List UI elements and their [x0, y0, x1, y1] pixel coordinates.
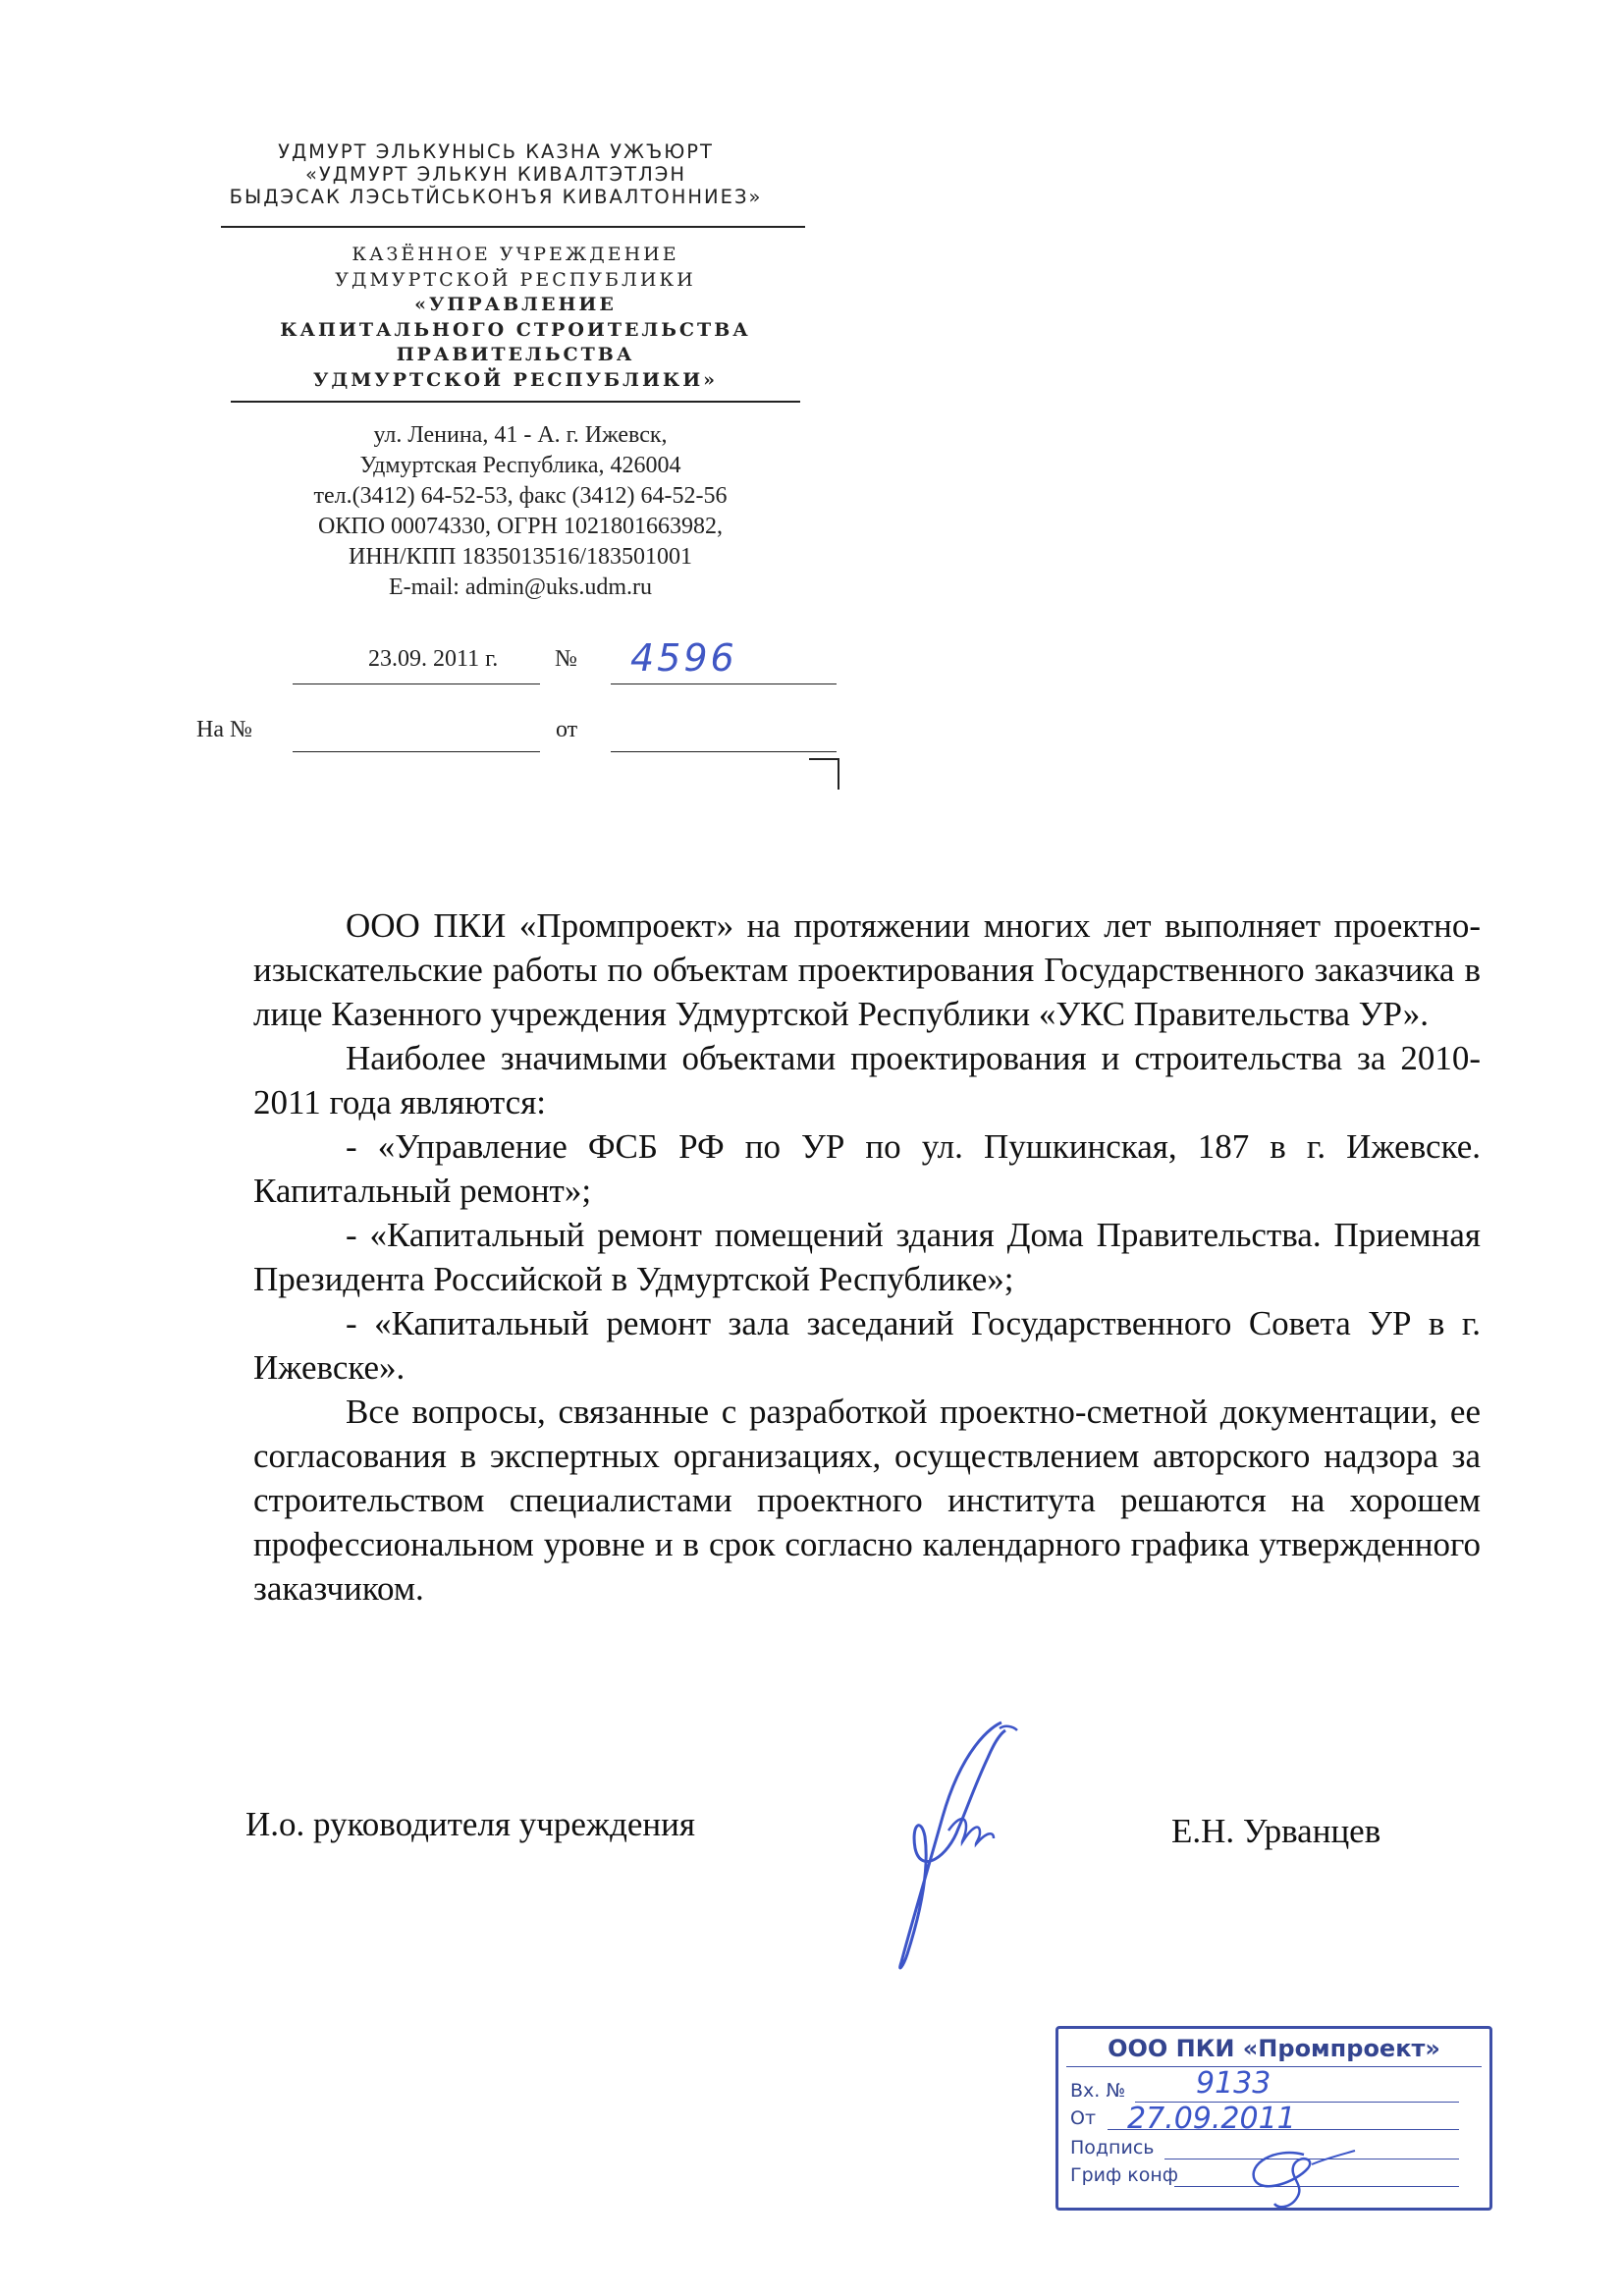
letterhead-russian: [231, 243, 800, 393]
handwritten-signature: [864, 1709, 1051, 1984]
letterhead-udmurt-line: «УДМУРТ ЭЛЬКУН КИВАЛТЭТЛЭН: [304, 163, 687, 186]
letterhead-russian-line: КАПИТАЛЬНОГО СТРОИТЕЛЬСТВА: [280, 318, 751, 341]
stamp-signature-mark: [1235, 2125, 1363, 2214]
stamp-classification-label: Гриф конф: [1070, 2164, 1179, 2186]
letterhead-udmurt: [177, 140, 815, 208]
body-paragraph: ООО ПКИ «Промпроект» на протяжении многих лет выполняет проектно-изыскательские работы по объектам проектирования Государственного заказчика в лице Казенного учреждения Удмуртской Республики «УКС Правительства УР».: [253, 906, 1481, 1033]
reply-number-label: На №: [196, 717, 252, 742]
stamp-in-no-label: Вх. №: [1070, 2080, 1126, 2102]
address-line: Удмуртская Республика, 426004: [359, 453, 681, 478]
letterhead-russian-line: КАЗЁННОЕ УЧРЕЖДЕНИЕ: [352, 244, 679, 265]
stamp-in-no-value: 9133: [1196, 2066, 1271, 2101]
address-line: ул. Ленина, 41 - А. г. Ижевск,: [373, 422, 668, 448]
letterhead-russian-line: УДМУРТСКОЙ РЕСПУБЛИКИ»: [312, 368, 719, 391]
letter-date: 23.09. 2011 г.: [368, 646, 499, 672]
body-list-item: - «Капитальный ремонт зала заседаний Государственного Совета УР в г. Ижевске».: [253, 1304, 1481, 1387]
signatory-name: Е.Н. Урванцев: [1171, 1812, 1381, 1850]
stamp-title-line: [1066, 2066, 1482, 2067]
stamp-title: ООО ПКИ «Промпроект»: [1108, 2035, 1440, 2062]
address-line: тел.(3412) 64-52-53, факс (3412) 64-52-56: [313, 483, 728, 509]
reply-from-underline: [611, 751, 837, 752]
letterhead-russian-line: ПРАВИТЕЛЬСТВА: [396, 344, 635, 365]
number-label: №: [555, 646, 577, 672]
letter-body: [253, 903, 1481, 1611]
letterhead-russian-line: «УПРАВЛЕНИЕ: [414, 294, 617, 315]
letterhead-address: [245, 420, 795, 603]
letterhead-russian-line: УДМУРТСКОЙ РЕСПУБЛИКИ: [335, 268, 696, 291]
body-list-item: - «Капитальный ремонт помещений здания Дома Правительства. Приемная Президента Российской в Удмуртской Республике»;: [253, 1216, 1481, 1298]
letterhead-udmurt-line: БЫДЭСАК ЛЭСЬТЙСЬКОНЪЯ КИВАЛТОННИЕЗ»: [229, 186, 763, 208]
letterhead-divider: [231, 401, 800, 403]
corner-mark: [807, 756, 842, 792]
signatory-position: И.о. руководителя учреждения: [245, 1805, 695, 1843]
incoming-stamp: [1055, 2026, 1492, 2211]
body-list-item: - «Управление ФСБ РФ по УР по ул. Пушкинская, 187 в г. Ижевске. Капитальный ремонт»;: [253, 1127, 1481, 1210]
letterhead-divider: [221, 226, 805, 228]
stamp-date-value: 27.09.2011: [1127, 2102, 1296, 2136]
stamp-signature-label: Подпись: [1070, 2137, 1155, 2159]
body-paragraph: Наиболее значимыми объектами проектирования и строительства за 2010-2011 года являются:: [253, 1039, 1481, 1121]
reply-from-label: от: [556, 717, 578, 742]
stamp-date-label: От: [1070, 2107, 1097, 2129]
letterhead-udmurt-line: УДМУРТ ЭЛЬКУНЫСЬ КАЗНА УЖЪЮРТ: [278, 140, 714, 163]
address-line: ОКПО 00074330, ОГРН 1021801663982,: [318, 514, 723, 539]
number-underline: [611, 683, 837, 684]
reply-number-underline: [293, 751, 540, 752]
date-underline: [293, 683, 540, 684]
address-line: E-mail: admin@uks.udm.ru: [388, 574, 653, 600]
letter-number: 4596: [630, 636, 737, 680]
address-line: ИНН/КПП 1835013516/183501001: [348, 544, 692, 570]
body-paragraph: Все вопросы, связанные с разработкой проектно-сметной документации, ее согласования в экспертных организациях, осуществлением авторского надзора за строительством специалистами проектного института решаются на хорошем профессиональном уровне и в срок согласно календарного графика утвержденного заказчиком.: [253, 1393, 1481, 1608]
